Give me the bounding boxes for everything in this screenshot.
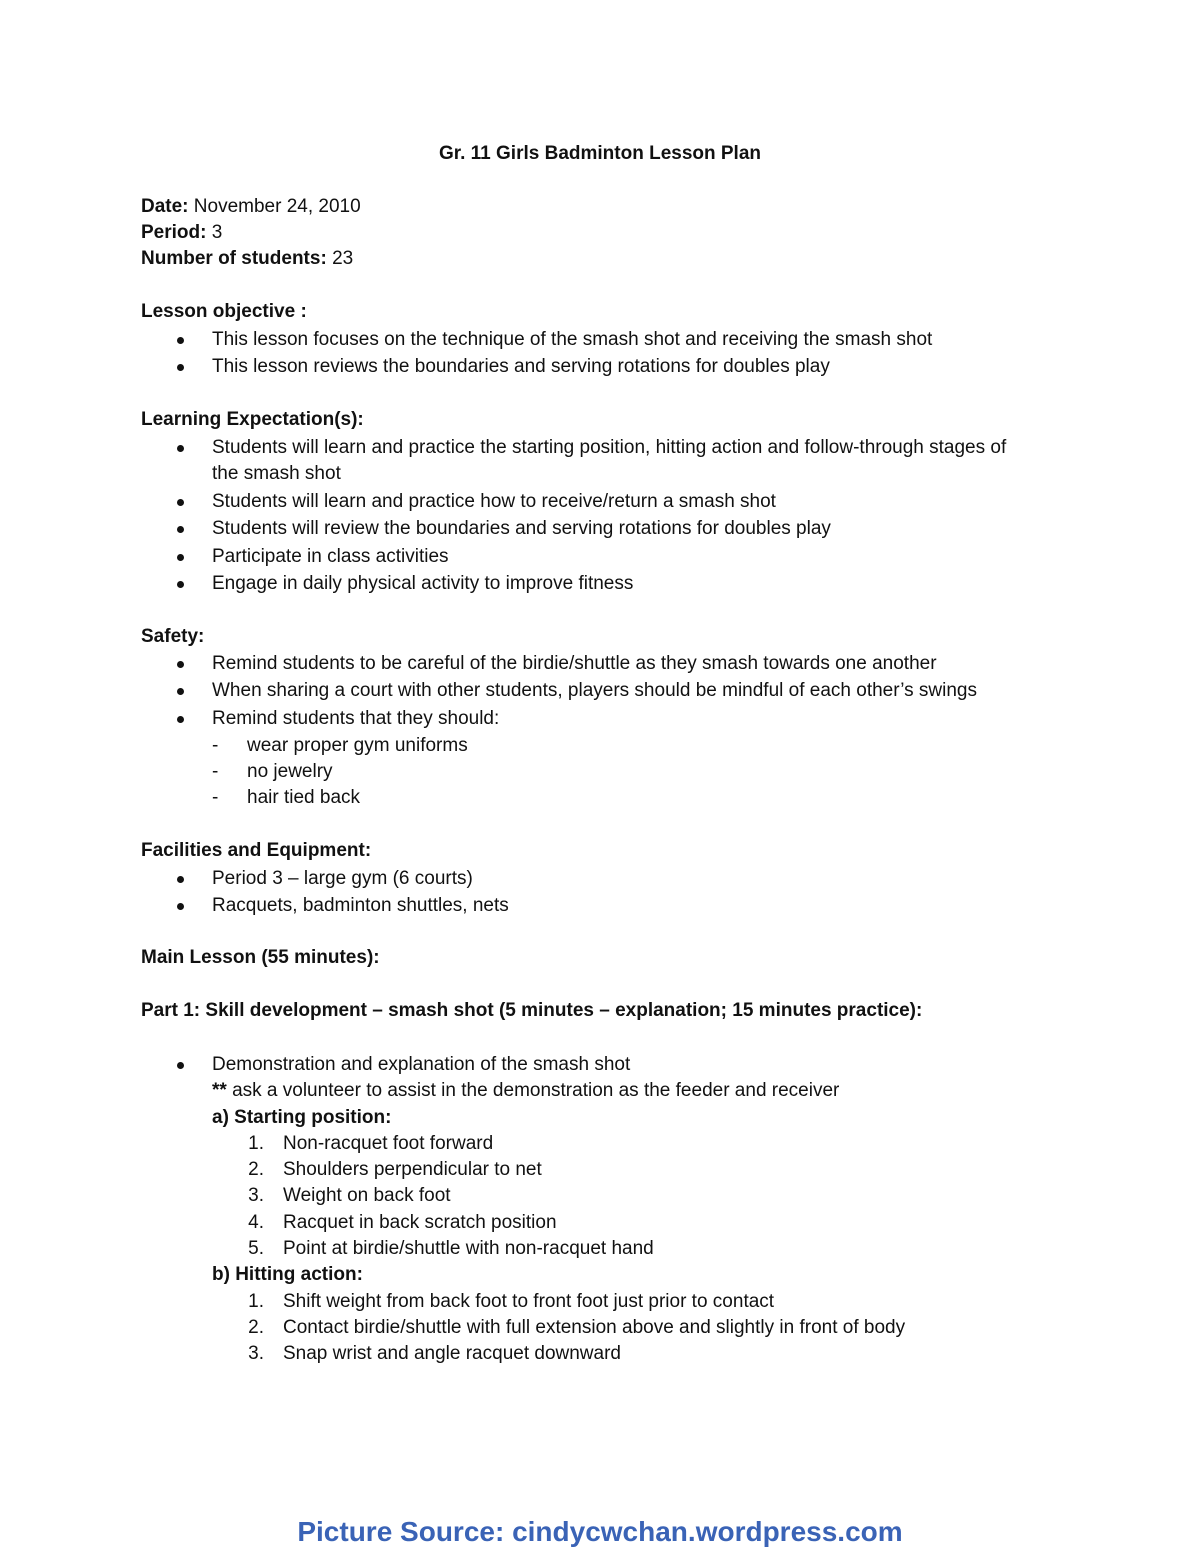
step-text: Racquet in back scratch position bbox=[283, 1212, 557, 1233]
step-number: 4. bbox=[248, 1212, 264, 1233]
date-line bbox=[141, 196, 361, 218]
students-value: 23 bbox=[332, 248, 354, 269]
bullet-icon bbox=[177, 661, 184, 668]
picture-source-footer bbox=[0, 1514, 1200, 1550]
period-line bbox=[141, 222, 222, 244]
step-number: 5. bbox=[248, 1238, 264, 1259]
sub-list-item: no jewelry bbox=[247, 761, 333, 782]
list-item: When sharing a court with other students, players should be mindful of each other’s swings bbox=[212, 680, 977, 701]
list-item: Students will review the boundaries and serving rotations for doubles play bbox=[212, 518, 831, 539]
bullet-icon bbox=[177, 688, 184, 695]
dash-marker: - bbox=[212, 761, 219, 782]
dash-marker: - bbox=[212, 787, 219, 808]
step-text: Shift weight from back foot to front foot just prior to contact bbox=[283, 1291, 775, 1312]
hitting-action-heading: b) Hitting action: bbox=[212, 1264, 363, 1285]
step-number: 2. bbox=[248, 1317, 264, 1338]
sub-list-item: hair tied back bbox=[247, 787, 361, 808]
list-item: Participate in class activities bbox=[212, 546, 449, 567]
expectations-heading: Learning Expectation(s): bbox=[141, 409, 364, 430]
date-value: November 24, 2010 bbox=[193, 196, 361, 217]
step-text: Contact birdie/shuttle with full extension above and slightly in front of body bbox=[283, 1317, 906, 1338]
bullet-icon bbox=[177, 554, 184, 561]
step-number: 3. bbox=[248, 1185, 264, 1206]
footer-source-link[interactable]: cindycwchan.wordpress.com bbox=[512, 1516, 903, 1547]
bullet-icon bbox=[177, 364, 184, 371]
bullet-icon bbox=[177, 581, 184, 588]
note-stars: ** bbox=[212, 1080, 227, 1101]
page-title: Gr. 11 Girls Badminton Lesson Plan bbox=[438, 143, 762, 164]
step-number: 2. bbox=[248, 1159, 264, 1180]
step-text: Shoulders perpendicular to net bbox=[283, 1159, 542, 1180]
step-text: Non-racquet foot forward bbox=[283, 1133, 494, 1154]
period-label: Period: bbox=[141, 222, 207, 243]
list-item: Engage in daily physical activity to improve fitness bbox=[212, 573, 634, 594]
bullet-icon bbox=[177, 876, 184, 883]
list-item-continuation: the smash shot bbox=[212, 463, 341, 484]
list-item: Students will learn and practice the starting position, hitting action and follow-through stages of bbox=[212, 437, 1007, 458]
step-number: 1. bbox=[248, 1133, 264, 1154]
starting-position-heading: a) Starting position: bbox=[212, 1107, 392, 1128]
bullet-icon bbox=[177, 1062, 184, 1069]
list-item: Students will learn and practice how to receive/return a smash shot bbox=[212, 491, 776, 512]
list-item: Racquets, badminton shuttles, nets bbox=[212, 895, 509, 916]
bullet-icon bbox=[177, 716, 184, 723]
step-text: Weight on back foot bbox=[283, 1185, 451, 1206]
note-line bbox=[212, 1080, 839, 1102]
period-value: 3 bbox=[211, 222, 223, 243]
students-label: Number of students: bbox=[141, 248, 327, 269]
bullet-icon bbox=[177, 445, 184, 452]
objective-heading: Lesson objective : bbox=[141, 301, 307, 322]
students-line bbox=[141, 248, 353, 270]
bullet-icon bbox=[177, 337, 184, 344]
footer-label: Picture Source: bbox=[297, 1516, 505, 1547]
list-item: Demonstration and explanation of the smash shot bbox=[212, 1054, 631, 1075]
list-item: Remind students to be careful of the birdie/shuttle as they smash towards one another bbox=[212, 653, 937, 674]
list-item: This lesson focuses on the technique of the smash shot and receiving the smash shot bbox=[212, 329, 933, 350]
step-number: 1. bbox=[248, 1291, 264, 1312]
main-lesson-heading: Main Lesson (55 minutes): bbox=[141, 947, 380, 968]
step-number: 3. bbox=[248, 1343, 264, 1364]
list-item: Remind students that they should: bbox=[212, 708, 500, 729]
sub-list-item: wear proper gym uniforms bbox=[247, 735, 468, 756]
bullet-icon bbox=[177, 903, 184, 910]
date-label: Date: bbox=[141, 196, 189, 217]
dash-marker: - bbox=[212, 735, 219, 756]
step-text: Snap wrist and angle racquet downward bbox=[283, 1343, 621, 1364]
facilities-heading: Facilities and Equipment: bbox=[141, 840, 372, 861]
part1-heading: Part 1: Skill development – smash shot (5 minutes – explanation; 15 minutes practice): bbox=[141, 1000, 923, 1021]
note-text: ask a volunteer to assist in the demonstration as the feeder and receiver bbox=[226, 1080, 840, 1101]
list-item: Period 3 – large gym (6 courts) bbox=[212, 868, 473, 889]
list-item: This lesson reviews the boundaries and serving rotations for doubles play bbox=[212, 356, 830, 377]
safety-heading: Safety: bbox=[141, 626, 205, 647]
step-text: Point at birdie/shuttle with non-racquet hand bbox=[283, 1238, 654, 1259]
bullet-icon bbox=[177, 499, 184, 506]
bullet-icon bbox=[177, 526, 184, 533]
